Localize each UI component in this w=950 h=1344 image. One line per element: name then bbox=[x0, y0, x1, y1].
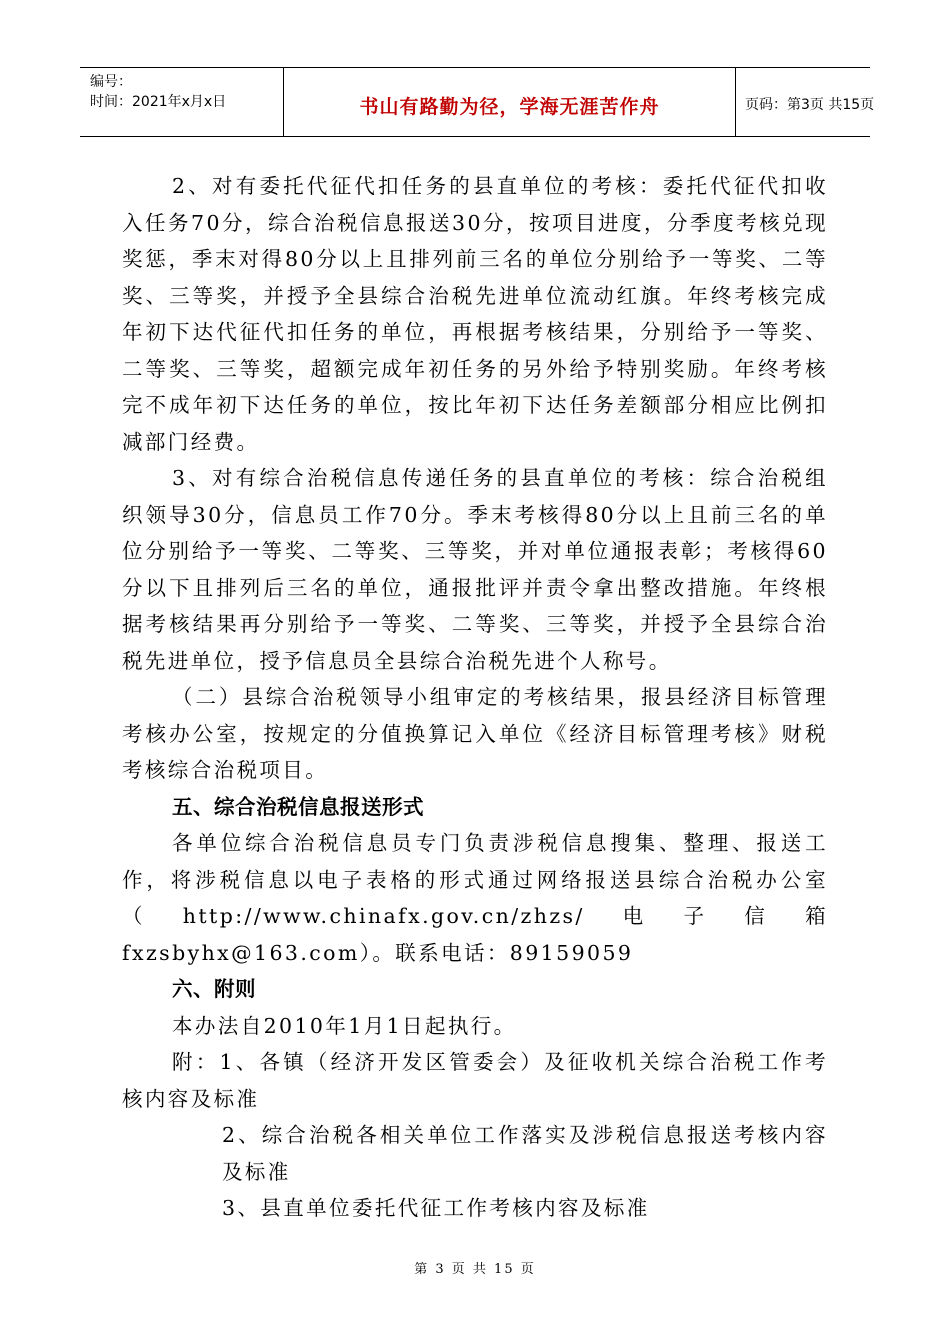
paragraph-review-result: （二）县综合治税领导小组审定的考核结果，报县经济目标管理考核办公室，按规定的分值换算记入单位《经济目标管理考核》财税考核综合治税项目。 bbox=[122, 685, 828, 782]
header-page-cell bbox=[737, 68, 875, 136]
page-header bbox=[80, 67, 875, 137]
attachment-item-1: 附：1、各镇（经济开发区管委会）及征收机关综合治税工作考核内容及标准 bbox=[122, 1050, 828, 1111]
attachment-item-2: 2、综合治税各相关单位工作落实及涉税信息报送考核内容及标准 bbox=[222, 1123, 828, 1184]
paragraph-item-2: 2、对有委托代征代扣任务的县直单位的考核：委托代征代扣收入任务70分，综合治税信息报送30分，按项目进度，分季度考核兑现奖惩，季末对得80分以上且排列前三名的单位分别给予一等奖、二等奖、三等奖，并授予全县综合治税先进单位流动红旗。年终考核完成年初下达代征代扣任务的单位，再根据考核结果，分别给予一等奖、二等奖、三等奖，超额完成年初任务的另外给予特别奖励。年终考核完不成年初下达任务的单位，按比年初下达任务差额部分相应比例扣减部门经费。 bbox=[122, 174, 828, 454]
header-motto: 书山有路勤为径，学海无涯苦作舟 bbox=[359, 96, 660, 118]
document-number-label: 编号： bbox=[90, 74, 132, 90]
section-heading-6: 六、附则 bbox=[172, 977, 256, 1001]
page-footer: 第 3 页 共 15 页 bbox=[414, 1262, 536, 1277]
paragraph-reporting-form: 各单位综合治税信息员专门负责涉税信息搜集、整理、报送工作，将涉税信息以电子表格的形式通过网络报送县综合治税办公室（http://www.chinafx.gov.cn/zhzs/电子信箱fxzsbyhx@163.com）。联系电话：89159059 bbox=[122, 831, 828, 965]
header-page-info: 页码：第3页 共15页 bbox=[745, 97, 875, 113]
document-date-label: 时间：2021年x月x日 bbox=[90, 94, 227, 110]
section-heading-5: 五、综合治税信息报送形式 bbox=[172, 794, 424, 819]
document-body bbox=[122, 168, 828, 1227]
paragraph-item-3: 3、对有综合治税信息传递任务的县直单位的考核：综合治税组织领导30分，信息员工作70分。季末考核得80分以上且前三名的单位分别给予一等奖、二等奖、三等奖，并对单位通报表彰；考核得60分以下且排列后三名的单位，通报批评并责令拿出整改措施。年终根据考核结果再分别给予一等奖、二等奖、三等奖，并授予全县综合治税先进单位，授予信息员全县综合治税先进个人称号。 bbox=[122, 466, 828, 673]
paragraph-effective-date: 本办法自2010年1月1日起执行。 bbox=[172, 1013, 517, 1038]
header-motto-cell bbox=[283, 68, 736, 136]
attachment-item-3: 3、县直单位委托代征工作考核内容及标准 bbox=[222, 1196, 650, 1220]
header-meta-cell bbox=[80, 68, 280, 136]
